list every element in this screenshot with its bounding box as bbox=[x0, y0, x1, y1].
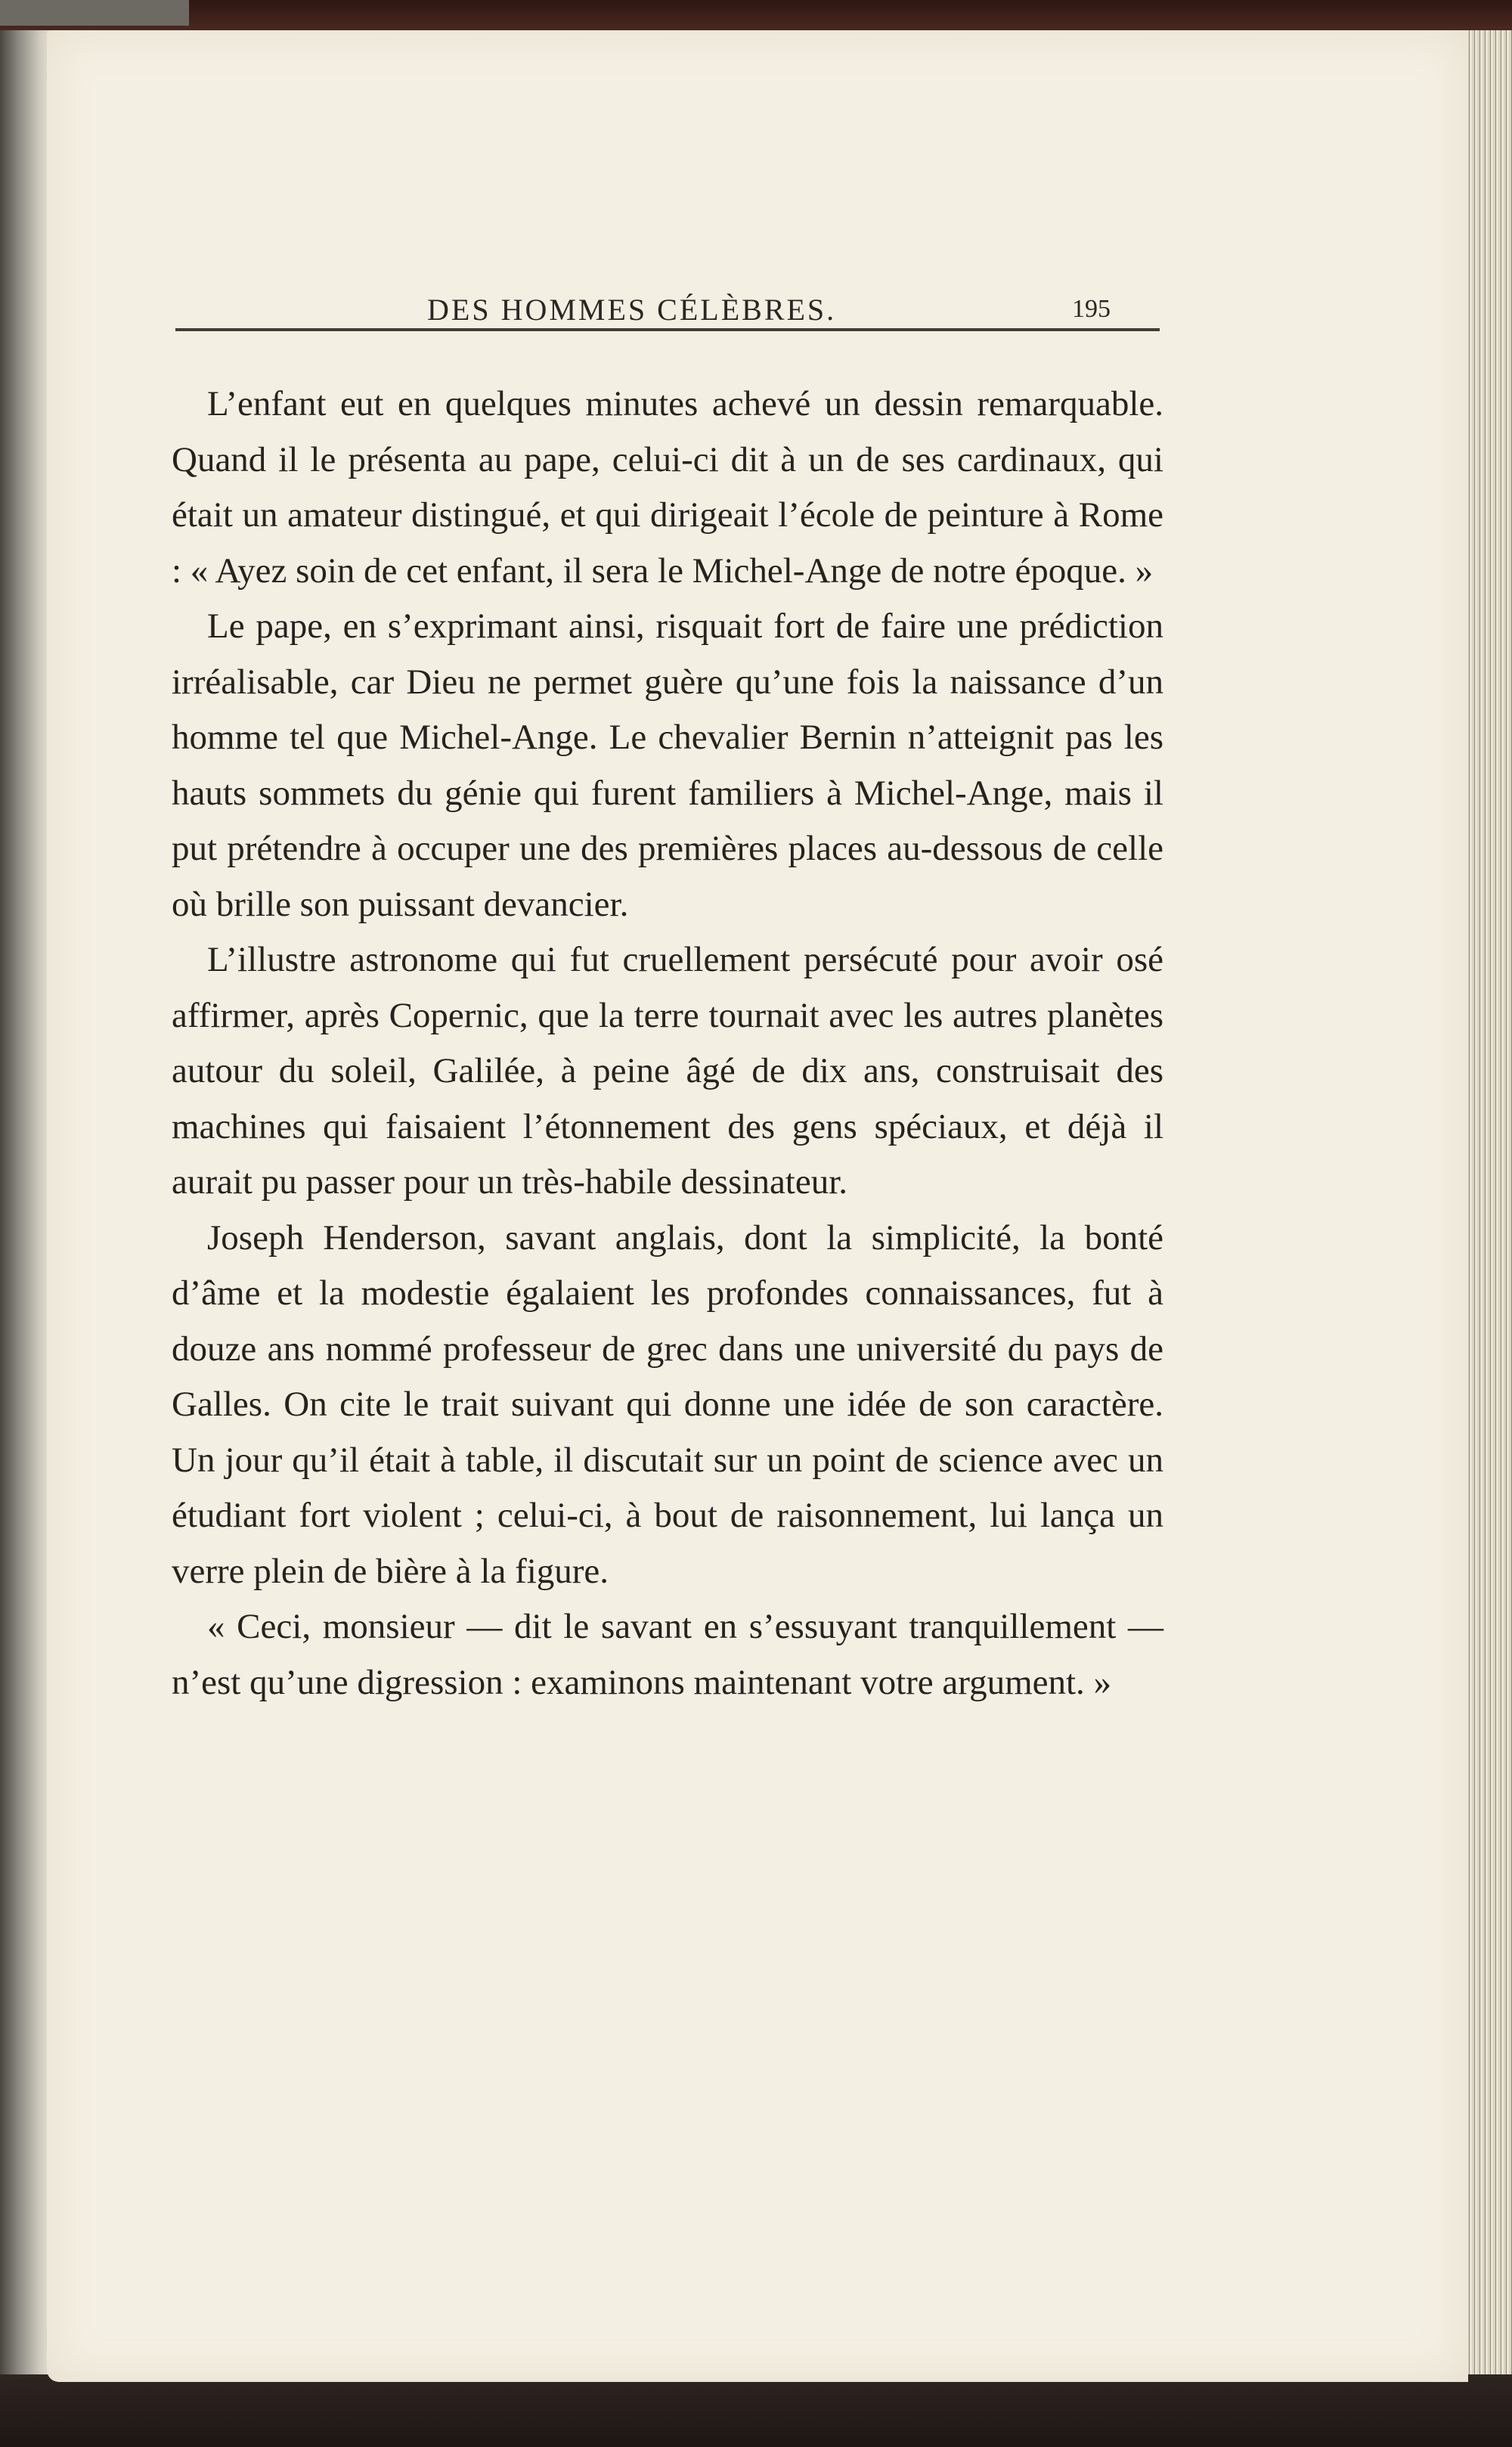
page-sheet bbox=[47, 30, 1468, 2382]
paragraph: L’illustre astronome qui fut cruellement persécuté pour avoir osé affirmer, après Copernic, que la terre tournait avec les autres planètes autour du soleil, Galilée, à peine âgé de dix ans, construisait des machines qui faisaient l’étonnement des gens spéciaux, et déjà il aurait pu passer pour un très-habile dessinateur. bbox=[172, 940, 1163, 1202]
right-page-edges bbox=[1467, 30, 1512, 2390]
header-rule bbox=[175, 328, 1160, 331]
paragraph: Joseph Henderson, savant anglais, dont la simplicité, la bonté d’âme et la modestie égalaient les profondes connaissances, fut à douze ans nommé professeur de grec dans une université du pays de Galles. On cite le trait suivant qui donne une idée de son caractère. Un jour qu’il était à table, il discutait sur un point de science avec un étudiant fort violent ; celui-ci, à bout de raisonnement, lui lança un verre plein de bière à la figure. bbox=[172, 1217, 1163, 1591]
top-cover-edge bbox=[0, 0, 1512, 33]
body-text bbox=[172, 377, 1163, 1710]
left-page-gutter bbox=[0, 30, 53, 2390]
page-number: 195 bbox=[1072, 295, 1111, 323]
paragraph: Le pape, en s’exprimant ainsi, risquait fort de faire une prédiction irréalisable, car Dieu ne permet guère qu’une fois la naissance d’un homme tel que Michel-Ange. Le chevalier Bernin n’atteignit pas les hauts sommets du génie qui furent familiers à Michel-Ange, mais il put prétendre à occuper une des premières places au-dessous de celle où brille son puissant devancier. bbox=[172, 606, 1163, 924]
paragraph: L’enfant eut en quelques minutes achevé un dessin remarquable. Quand il le présenta au pape, celui-ci dit à un de ses cardinaux, qui était un amateur distingué, et qui dirigeait l’école de peinture à Rome : « Ayez soin de cet enfant, il sera le Michel-Ange de notre époque. » bbox=[172, 384, 1163, 591]
paragraph: « Ceci, monsieur — dit le savant en s’essuyant tranquillement — n’est qu’une digression : examinons maintenant votre argument. » bbox=[172, 1607, 1163, 1702]
bottom-cover-edge bbox=[0, 2374, 1512, 2447]
top-left-cover-patch bbox=[0, 0, 189, 26]
running-head: DES HOMMES CÉLÈBRES. bbox=[427, 293, 837, 327]
